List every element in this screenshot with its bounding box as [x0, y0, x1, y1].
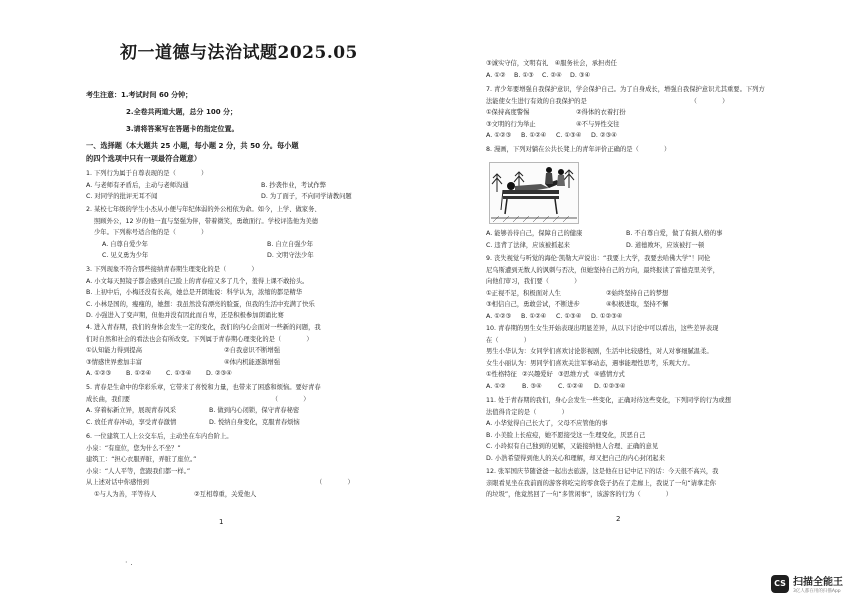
exam-notice	[86, 87, 239, 138]
notice-line: 考生注意：1.考试时间 60 分钟；	[86, 91, 193, 99]
section-heading-line: 一、选择题（本大题共 25 小题，每小题 2 分，共 50 分。每小题	[86, 141, 299, 150]
dialogue-line: 建筑工：“担心衣服弄脏，弄脏了座位。”	[86, 456, 197, 464]
scanner-tagline: 3亿人都在用的扫描App	[793, 589, 841, 594]
option-b: B. 小美脸上长痘痘，她不愿接受这一生理变化，厌恶自己	[486, 431, 646, 439]
dialogue-line: 男生小华认为：女同学们喜欢讨论影视剧，生活中比较感性，对人对事细腻温柔。	[486, 348, 713, 356]
scan-dots: · .	[125, 558, 133, 567]
option-b: B. 抄袭作业，考试作弊	[261, 181, 326, 189]
option-d: D. ②③④	[206, 370, 232, 378]
option-item: ③文明的行为举止	[486, 120, 536, 128]
option-a: A. 穿着标新立异，展现青春风采	[86, 407, 177, 415]
question-stem: 成长曲，我们要 （ ）	[86, 395, 310, 403]
option-d: D. ①②③④	[594, 382, 626, 390]
option-item: ④积极进取，坚持不懈	[606, 301, 669, 309]
option-b: B. 不自尊自爱，做了有损人格的事	[626, 230, 723, 237]
option-b: B. 自立自强少年	[267, 240, 314, 248]
question-9	[486, 253, 719, 323]
section-heading	[86, 139, 386, 165]
exam-title: 初一道德与法治试题2025.05	[120, 43, 358, 63]
scanner-app-name: 扫描全能王	[793, 577, 843, 588]
option-item: ①正视不足，积极面对人生	[486, 289, 561, 297]
option-item: ②得体的衣着打扮	[576, 109, 626, 117]
question-stem: 法能使女生进行有效的自我保护的是 （ ）	[486, 97, 729, 105]
option-a: A. ①②③	[486, 132, 512, 140]
question-stem: 3. 下列现象不符合那些接纳青春期生理变化的是（ ）	[86, 266, 258, 273]
option-a: A. ①②	[486, 382, 506, 390]
dialogue-line: 女生小丽认为：男同学们喜欢关注军事动态，遇事能理性思考，乐观大方。	[486, 359, 694, 367]
question-stem: 4. 进入青春期，我们的身体会发生一定的变化，我们的内心会面对一些新的问题，我	[86, 324, 321, 331]
option-a: A. ①②③	[486, 312, 512, 320]
option-a: A. ①②	[486, 71, 506, 79]
notice-line: 2.全卷共两道大题，总分 100 分；	[126, 108, 238, 116]
option-c: C. ①③④	[556, 132, 582, 140]
option-item: ②互相尊重，关爱他人	[194, 490, 257, 498]
option-d: D. 文明守法少年	[267, 252, 314, 260]
option-d: D. 为了面子，不向同学请教问题	[261, 193, 352, 201]
question-7	[486, 84, 765, 142]
option-item: ③思维方式	[558, 371, 589, 379]
question-stem: 们对自然和社会的看法也会有所改变。下列属于青春期心理变化的是（ ）	[86, 335, 313, 343]
question-11	[486, 395, 731, 465]
option-item: ②始终坚持自己的梦想	[606, 289, 669, 297]
question-6	[86, 431, 354, 501]
option-item: ②兴趣爱好	[522, 371, 553, 379]
option-d: D. 道德败坏，应该被打一顿	[626, 241, 705, 249]
question-stem: 7. 青少年要增强自我保护意识，学会保护自己。为了自身成长，增强自我保护意识尤其重要。下列方	[486, 86, 765, 93]
question-stem: 5. 青春是生命中的华彩乐章，它带来了喜悦和力量，也带来了困惑和烦恼。要好青春	[86, 384, 321, 391]
section-heading-line: 的四个选项中只有一项最符合题意）	[86, 154, 202, 163]
question-1	[86, 168, 352, 203]
option-d: D. ③④	[570, 71, 591, 79]
option-b: B. 做到内心闭锁，保守青春秘密	[209, 407, 300, 415]
right-page	[430, 0, 860, 608]
page-number: 2	[616, 515, 621, 523]
question-stem: 9. 丧失视觉与听觉的海伦·凯勒大声说出：“我要上大学，我要去哈佛大学”！同伦	[486, 255, 711, 262]
option-c: C. 小玲拟有自己独到的见解，又能接纳他人合理、正确的意见	[486, 443, 659, 451]
notice-line: 3.请将答案写在答题卡的指定位置。	[126, 125, 239, 133]
question-stem: 10. 青春期的男生女生开始表现出明显差异，从以下讨论中可以看出，这些差异表现	[486, 325, 719, 332]
option-a: A. 能够善待自己，保障自己的健康	[486, 230, 583, 237]
option-item: ①与人为善，平等待人	[94, 490, 157, 498]
question-8	[486, 144, 670, 156]
option-item: ③情感世界愈加丰富	[86, 358, 143, 366]
option-b: B. ①②④	[126, 370, 152, 378]
dialogue-line: 小泉：“人人平等，您跟我们都一样。”	[86, 467, 191, 475]
option-b: B. ③④	[522, 382, 542, 390]
cs-logo-icon: CS	[771, 575, 789, 593]
option-b: B. ①③	[514, 71, 534, 79]
page-number: 1	[219, 518, 224, 526]
option-item: ①认知能力得到提高	[86, 347, 143, 355]
option-d: D. 小浩希望得到他人的关心和理解，却又把自己的内心封闭起来	[486, 454, 665, 462]
question-stem: 从上述对话中你感悟到	[86, 479, 149, 487]
question-stem: 照顾外公，12 岁的他一直与坚强为伴，带着微笑，勇敢面行。学校评选他为美德	[94, 217, 319, 225]
question-stem: 1. 下列行为属于自尊表现的是（ ）	[86, 170, 208, 177]
option-a: A. 小华觉得自己长大了，父母不应管他的事	[486, 420, 608, 428]
question-12	[486, 466, 718, 501]
option-a: A. ①②③	[86, 370, 112, 378]
question-6-continued	[486, 58, 617, 81]
option-c: C. ①③④	[166, 370, 192, 378]
question-stem: 少年。下列称号适合他的是（ ）	[94, 229, 208, 237]
option-c: C. ①②④	[558, 382, 584, 390]
option-c: C. ②④	[542, 71, 562, 79]
question-4	[86, 322, 321, 380]
question-8-options	[486, 228, 722, 251]
question-stem: 尼乌斯遭到无数人的讽刺与否决，但她坚持自己的方向，最终报读了雷德克里芙学，	[486, 266, 719, 274]
scanner-watermark	[771, 573, 843, 594]
option-item: ①保持高度警惕	[486, 109, 530, 117]
option-a: A. 小文每天照镜子都会感到自己脸上的青春痘又多了几个，羞得上课不敢抬头。	[86, 277, 309, 285]
question-stem: 6. 一位建筑工人上公交车后，主动坐在车内台阶上。	[86, 433, 233, 440]
option-item: ④不与异性交往	[576, 120, 620, 128]
question-stem: 法值得肯定的是（ ）	[486, 408, 568, 416]
option-d: D. 悦纳自身变化，克服青春烦恼	[209, 418, 300, 426]
question-stem: 在（ ）	[486, 336, 531, 344]
dialogue-line: 小泉：“有座位，您为什么不坐？”	[86, 444, 181, 452]
question-5	[86, 382, 321, 428]
option-item: ②自我意识不断增强	[224, 347, 281, 355]
option-d: D. ①②③④	[591, 312, 623, 320]
option-c: C. ①③④	[556, 312, 582, 320]
option-c: C. 违背了法律，应该被抓起来	[486, 241, 570, 249]
answer-paren: （ ）	[316, 479, 354, 487]
option-b: B. ①②④	[521, 132, 547, 140]
option-c: C. 小林是国的，瘦瘦的，她想：我虽然没有漂亮的脸蛋，但我的生活中充满了快乐	[86, 300, 315, 308]
question-10	[486, 323, 718, 393]
option-d: D. 小强进入了变声期，但他并没有因此而自卑，还是积极参加朗诵比赛	[86, 312, 284, 320]
option-item: ④感情方式	[594, 371, 625, 379]
option-item: ④体内机能逐渐增强	[224, 358, 281, 366]
question-stem: 8. 漫画，下列对躺在公共长凳上的青年评价正确的是（ ）	[486, 146, 671, 153]
option-b: B. 上初中后，小梅还没有长高，她总是开朗地说：科学认为，浓缩的都是精华	[86, 289, 303, 297]
question-stem: 12. 张军国庆节随爸爸一起出去旅游，这是他在日记中记下的话：今天很不高兴，我	[486, 468, 719, 475]
question-stem: 亲眼看见坐在我前面的游客将吃完的零食袋子扔在了走廊上，我说了一句“请拿走你	[486, 479, 716, 487]
question-2	[86, 204, 321, 262]
option-c: C. 见义勇为少年	[102, 252, 149, 260]
option-a: A. 与老师有矛盾后，主动与老师沟通	[86, 181, 189, 189]
option-item: ①性格特征	[486, 371, 517, 379]
option-c: C. 对同学的批评无耳不闻	[86, 193, 158, 201]
question-stem: 的垃圾”，他竟然回了一句“多管闲事”，该游客的行为（ ）	[486, 491, 673, 499]
question-3	[86, 264, 315, 322]
option-d: D. ②③④	[591, 132, 617, 140]
question-stem: 向他们审习，我们要（ ）	[486, 278, 581, 286]
question-stem: 11. 处于青春期的我们，身心会发生一些变化，正确对待这些变化，下列同学的行为或想	[486, 397, 732, 404]
question-stem: 2. 某校七年级的学生小杰从小便与年纪体弱的外公相依为命。如今，上学、做家务、	[86, 206, 321, 213]
option-item: ③诚实守信，文明有礼 ④服务社会，承担责任	[486, 60, 617, 67]
option-a: A. 自尊自爱少年	[102, 240, 148, 248]
bench-cartoon-illustration	[489, 162, 579, 224]
option-item: ③相信自己，勇敢尝试，不断进步	[486, 301, 580, 309]
option-c: C. 放任青春冲动，享受青春激情	[86, 418, 177, 426]
option-b: B. ①②④	[521, 312, 547, 320]
